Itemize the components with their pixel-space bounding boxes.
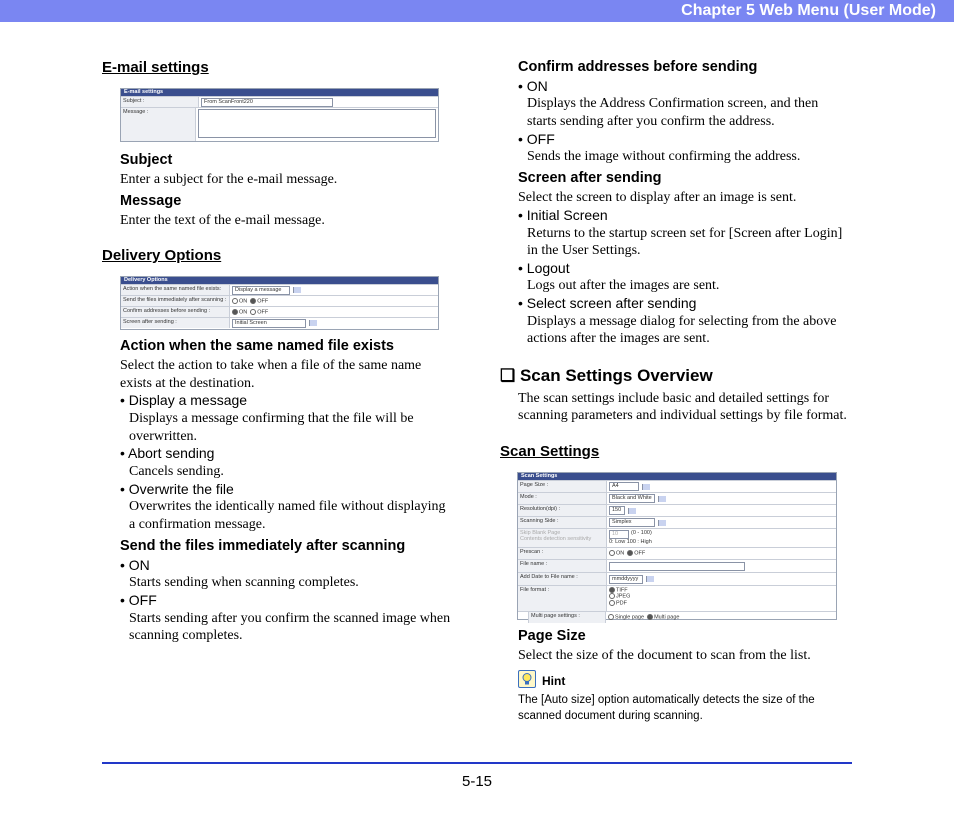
shot-label: Confirm addresses before sending : xyxy=(121,307,230,317)
shot-bar: E-mail settings xyxy=(121,89,438,96)
hint-label: Hint xyxy=(542,674,566,688)
shot-label: Screen after sending : xyxy=(121,318,230,328)
page-number: 5-15 xyxy=(462,773,493,790)
radio-icon xyxy=(627,550,633,556)
filename-field xyxy=(609,562,745,571)
radio-icon xyxy=(608,614,614,620)
radio-icon xyxy=(250,298,256,304)
shot-bar: Delivery Options xyxy=(121,277,438,284)
shot-label: Scanning Side : xyxy=(518,517,607,528)
shot-label: Add Date to File name : xyxy=(518,573,607,585)
chevron-down-icon xyxy=(309,320,317,326)
shot-option: TIFF xyxy=(616,587,628,594)
hint-text: scanned document during scanning. xyxy=(518,710,703,722)
chevron-down-icon xyxy=(658,520,666,526)
scan-settings-title: Scan Settings xyxy=(500,443,600,460)
bullet-text: in the User Settings. xyxy=(527,243,641,258)
subject-heading: Subject xyxy=(120,152,173,168)
radio-icon xyxy=(232,309,238,315)
radio-icon xyxy=(609,600,615,606)
subject-field: From ScanFront220 xyxy=(201,98,333,107)
chapter-title: Chapter 5 Web Menu (User Mode) xyxy=(681,2,936,19)
shot-label: Subject : xyxy=(121,97,199,107)
bullet-overwrite: • Overwrite the file xyxy=(120,481,234,497)
bullet-text: Returns to the startup screen set for [Screen after Login] xyxy=(527,226,843,241)
chevron-down-icon xyxy=(628,508,636,514)
radio-icon xyxy=(232,298,238,304)
radio-icon xyxy=(609,593,615,599)
email-settings-title: E-mail settings xyxy=(102,59,209,76)
shot-label: Skip Blank Page xyxy=(520,530,561,536)
shot-label: Resolution(dpi) : xyxy=(518,505,607,516)
shot-bar: Scan Settings xyxy=(518,473,836,480)
radio-icon xyxy=(609,587,615,593)
shot-label: Message : xyxy=(121,108,196,141)
bullet-on: • ON xyxy=(518,78,548,94)
shot-option: OFF xyxy=(257,298,269,305)
bullet-text: Displays a message dialog for selecting from the above xyxy=(527,314,837,329)
bullet-display-message: • Display a message xyxy=(120,392,248,408)
header-bar xyxy=(0,0,954,22)
shot-select: Display a message xyxy=(235,286,282,293)
send-heading: Send the files immediately after scanning xyxy=(120,538,406,554)
shot-label: File format : xyxy=(518,586,607,611)
bullet-on: • ON xyxy=(120,557,150,573)
shot-select: mmddyyyy xyxy=(609,575,643,584)
action-text: Select the action to take when a file of the same name xyxy=(120,358,422,373)
radio-icon xyxy=(250,309,256,315)
shot-option: ON xyxy=(239,298,248,305)
bullet-text: Displays a message confirming that the file will be xyxy=(129,411,414,426)
shot-label: Multi page settings : xyxy=(528,612,606,623)
message-heading: Message xyxy=(120,193,182,209)
bullet-text: actions after the images are sent. xyxy=(527,331,710,346)
bullet-text: Sends the image without confirming the address. xyxy=(527,149,801,164)
bullet-off: • OFF xyxy=(120,592,157,608)
bullet-text: a confirmation message. xyxy=(129,517,266,532)
bullet-text: overwritten. xyxy=(129,429,198,444)
bullet-text: Starts sending after you confirm the scanned image when xyxy=(129,611,451,626)
hint-text: The [Auto size] option automatically detects the size of the xyxy=(518,694,815,706)
shot-option: ON xyxy=(239,309,248,316)
scan-settings-screenshot xyxy=(517,472,837,620)
shot-label: Send the files immediately after scanning : xyxy=(121,296,230,306)
action-text: exists at the destination. xyxy=(120,376,255,391)
bullet-text: Overwrites the identically named file without displaying xyxy=(129,499,446,514)
radio-icon xyxy=(609,550,615,556)
bullet-text: Cancels sending. xyxy=(129,464,224,479)
overview-text: scanning parameters and individual settings by file format. xyxy=(518,408,847,423)
bullet-text: Displays the Address Confirmation screen, and then xyxy=(527,96,819,111)
hint-icon xyxy=(518,670,536,688)
shot-option: Single page xyxy=(615,614,645,621)
page-size-heading: Page Size xyxy=(518,628,586,644)
chevron-down-icon xyxy=(646,576,654,582)
shot-note: 0: Low 100 : High xyxy=(609,539,652,545)
overview-text: The scan settings include basic and detailed settings for xyxy=(518,391,830,406)
chevron-down-icon xyxy=(658,496,666,502)
bullet-off: • OFF xyxy=(518,131,555,147)
bullet-select-screen: • Select screen after sending xyxy=(518,295,697,311)
shot-label: Contents detection sensitivity xyxy=(520,536,592,542)
bullet-abort-sending: • Abort sending xyxy=(120,445,215,461)
message-field xyxy=(198,109,436,138)
shot-option: JPEG xyxy=(616,593,631,600)
shot-option: ON xyxy=(616,550,625,557)
shot-label: Mode : xyxy=(518,493,607,504)
screen-heading: Screen after sending xyxy=(518,170,662,186)
page-size-text: Select the size of the document to scan from the list. xyxy=(518,648,811,663)
bullet-text: starts sending after you confirm the address. xyxy=(527,114,775,129)
delivery-options-screenshot xyxy=(120,276,439,330)
shot-label: Prescan : xyxy=(518,548,607,559)
shot-label: Page Size : xyxy=(518,481,607,492)
delivery-options-title: Delivery Options xyxy=(102,247,222,264)
bullet-text: Logs out after the images are sent. xyxy=(527,278,720,293)
sensitivity-field: 10 xyxy=(609,530,629,539)
shot-option: Multi page xyxy=(654,614,680,621)
email-settings-screenshot xyxy=(120,88,439,142)
shot-label: File name : xyxy=(518,560,607,572)
subject-text: Enter a subject for the e-mail message. xyxy=(120,172,338,187)
shot-option: PDF xyxy=(616,600,627,607)
shot-option: OFF xyxy=(257,309,269,316)
shot-select: 150 xyxy=(609,506,625,515)
footer-rule xyxy=(102,762,852,764)
shot-select: Simplex xyxy=(609,518,655,527)
bullet-initial-screen: • Initial Screen xyxy=(518,207,608,223)
chevron-down-icon xyxy=(293,287,301,293)
scan-overview-heading: ❑ Scan Settings Overview xyxy=(500,366,713,385)
shot-label: Action when the same named file exists: xyxy=(121,285,230,295)
shot-select: Black and White xyxy=(609,494,655,503)
shot-note: (0 - 100) xyxy=(631,530,652,536)
bullet-logout: • Logout xyxy=(518,260,570,276)
chevron-down-icon xyxy=(642,484,650,490)
radio-icon xyxy=(647,614,653,620)
message-text: Enter the text of the e-mail message. xyxy=(120,213,325,228)
shot-select: A4 xyxy=(609,482,639,491)
confirm-heading: Confirm addresses before sending xyxy=(518,59,758,75)
bullet-text: scanning completes. xyxy=(129,628,243,643)
shot-select: Initial Screen xyxy=(235,319,267,326)
screen-text: Select the screen to display after an image is sent. xyxy=(518,190,797,205)
bullet-text: Starts sending when scanning completes. xyxy=(129,575,359,590)
action-heading: Action when the same named file exists xyxy=(120,338,394,354)
shot-option: OFF xyxy=(634,550,646,557)
